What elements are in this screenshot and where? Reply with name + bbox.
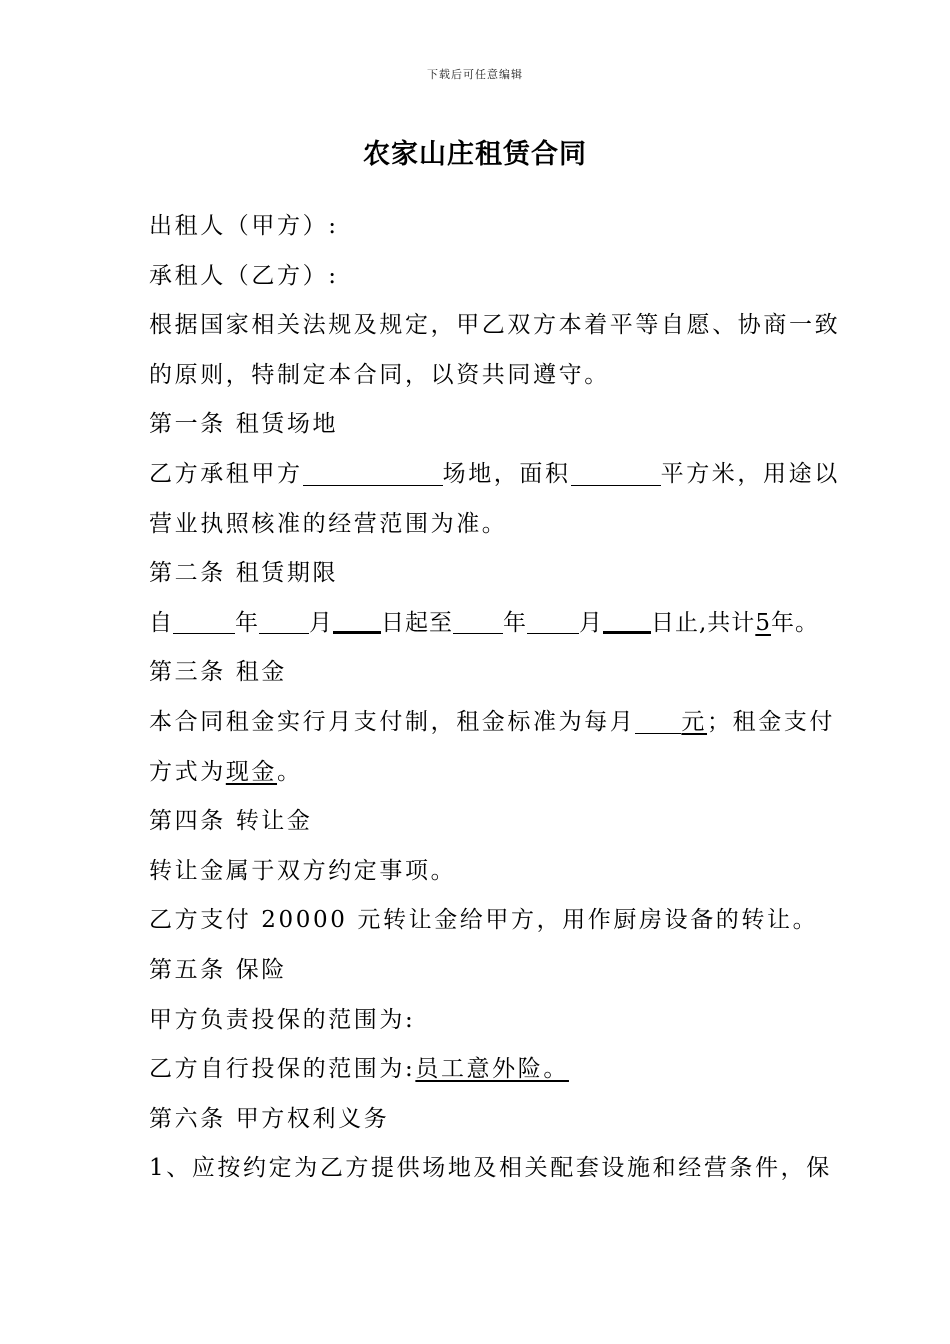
term-year-1: 年 (235, 609, 259, 636)
article-1-text-c: 平方米，用途以营业执照核准的经营范围为准。 (149, 460, 840, 537)
page-title: 农家山庄租赁合同 (363, 139, 587, 170)
article-5-text-2 (97, 1045, 857, 1095)
intro-paragraph: 根据国家相关法规及规定，甲乙双方本着平等自愿、协商一致的原则，特制定本合同，以资共同遵守。 (149, 312, 841, 388)
term-year-end: 年。 (770, 609, 819, 636)
term-from: 自 (149, 609, 173, 636)
rent-amount-blank (635, 708, 681, 733)
article-6-heading: 第六条 甲方权利义务 (149, 1105, 390, 1132)
article-1-text-a: 乙方承租甲方 (149, 460, 303, 487)
rent-unit: 元 (681, 708, 708, 735)
rent-text-b: ；租金支付方式为 (149, 708, 836, 785)
term-month-1: 月 (309, 609, 333, 636)
term-month-2: 月 (579, 609, 603, 636)
article-1-text (97, 450, 857, 549)
end-year-blank (453, 609, 503, 634)
article-2-heading: 第二条 租赁期限 (149, 560, 339, 587)
article-3-heading: 第三条 租金 (149, 659, 287, 686)
article-4-text-2: 乙方支付 20000 元转让金给甲方，用作厨房设备的转让。 (149, 907, 819, 934)
article-4-text-1: 转让金属于双方约定事项。 (149, 857, 457, 884)
article-1-text-b: 场地，面积 (442, 460, 571, 487)
header-note: 下载后可任意编辑 (427, 68, 523, 81)
insurance-value: 员工意外险。 (415, 1056, 569, 1083)
article-3-text (97, 698, 857, 797)
area-blank (571, 460, 661, 485)
term-day-start: 日起至 (381, 609, 453, 636)
article-5-heading: 第五条 保险 (149, 956, 287, 983)
rent-text-end: 。 (277, 758, 303, 785)
lessor-line: 出租人（甲方）: (149, 213, 339, 239)
term-day-end: 日止,共计 (651, 609, 756, 636)
start-day-blank (333, 607, 381, 634)
lessee-line: 承租人（乙方）: (149, 262, 339, 289)
term-year-2: 年 (503, 609, 527, 636)
payment-method-value: 现金 (225, 758, 278, 785)
start-year-blank (173, 609, 235, 634)
end-month-blank (527, 609, 579, 634)
insurance-label: 乙方自行投保的范围为: (149, 1056, 416, 1083)
venue-blank (303, 460, 443, 485)
rent-text-a: 本合同租金实行月支付制，租金标准为每月 (149, 708, 636, 735)
contract-body (97, 202, 857, 1194)
article-6-item-1: 1、应按约定为乙方提供场地及相关配套设施和经营条件，保 (149, 1155, 832, 1182)
article-2-text (97, 599, 857, 649)
start-month-blank (259, 609, 309, 634)
article-4-heading: 第四条 转让金 (149, 808, 313, 835)
article-5-text-1: 甲方负责投保的范围为: (149, 1006, 416, 1033)
end-day-blank (603, 607, 651, 634)
article-1-heading: 第一条 租赁场地 (149, 411, 339, 438)
term-years-value: 5 (755, 609, 771, 636)
